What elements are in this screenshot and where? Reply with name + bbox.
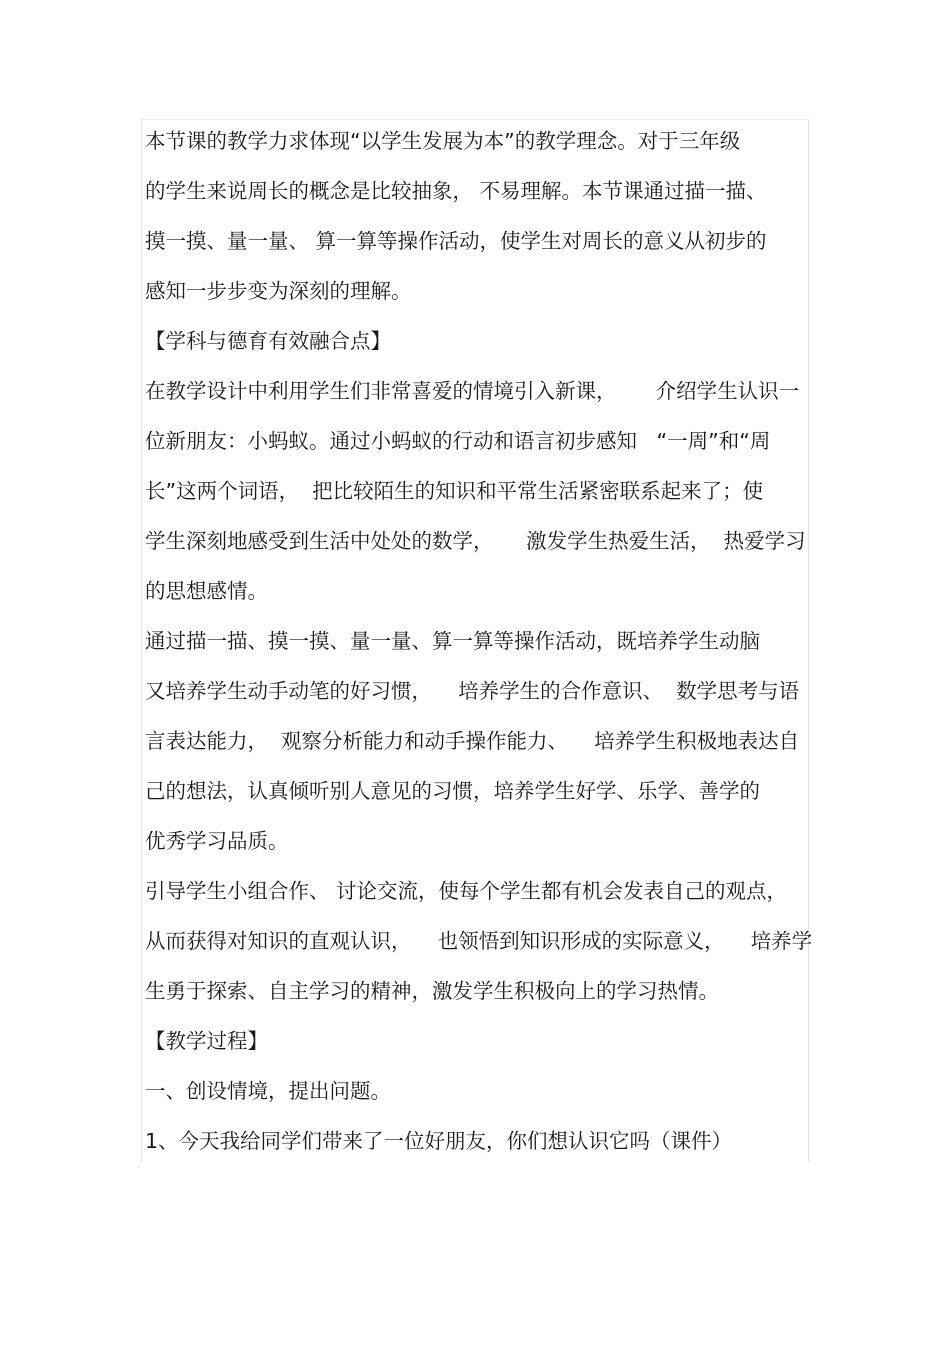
- text-line: 本节课的教学力求体现“以学生发展为本”的教学理念。对于三年级: [145, 129, 741, 153]
- text-line: 感知一步步变为深刻的理解。: [145, 279, 412, 303]
- text-line: 优秀学习品质。: [145, 829, 289, 853]
- section-heading: 【学科与德育有效融合点】: [145, 329, 391, 353]
- text-line: 学生深刻地感受到生活中处处的数学， 激发学生热爱生活， 热爱学习: [145, 529, 806, 553]
- text-line: 摸一摸、量一量、 算一算等操作活动，使学生对周长的意义从初步的: [145, 229, 767, 253]
- text-line: 一、创设情境，提出问题。: [145, 1079, 391, 1103]
- document-body: [145, 121, 813, 1171]
- text-line: 通过描一描、摸一摸、量一量、算一算等操作活动，既培养学生动脑: [145, 629, 760, 653]
- text-line: 己的想法，认真倾听别人意见的习惯，培养学生好学、乐学、善学的: [145, 779, 760, 803]
- text-line: 生勇于探索、自主学习的精神，激发学生积极向上的学习热情。: [145, 979, 719, 1003]
- text-line: 1、今天我给同学们带来了一位好朋友，你们想认识它吗（课件）: [145, 1129, 733, 1153]
- text-line: 位新朋友：小蚂蚁。通过小蚂蚁的行动和语言初步感知 “一周”和“周: [145, 429, 771, 453]
- text-line: 在教学设计中利用学生们非常喜爱的情境引入新课， 介绍学生认识一: [145, 379, 800, 403]
- text-line: 长”这两个词语， 把比较陌生的知识和平常生活紧密联系起来了；使: [145, 479, 764, 503]
- text-line: 引导学生小组合作、 讨论交流，使每个学生都有机会发表自己的观点，: [145, 879, 788, 903]
- text-line: 言表达能力， 观察分析能力和动手操作能力、 培养学生积极地表达自: [145, 729, 800, 753]
- text-line: 从而获得对知识的直观认识， 也领悟到知识形成的实际意义， 培养学: [145, 929, 813, 953]
- text-line: 的学生来说周长的概念是比较抽象， 不易理解。本节课通过描一描、: [145, 179, 767, 203]
- text-line: 又培养学生动手动笔的好习惯， 培养学生的合作意识、 数学思考与语: [145, 679, 800, 703]
- section-heading: 【教学过程】: [145, 1029, 268, 1053]
- text-line: 的思想感情。: [145, 579, 268, 603]
